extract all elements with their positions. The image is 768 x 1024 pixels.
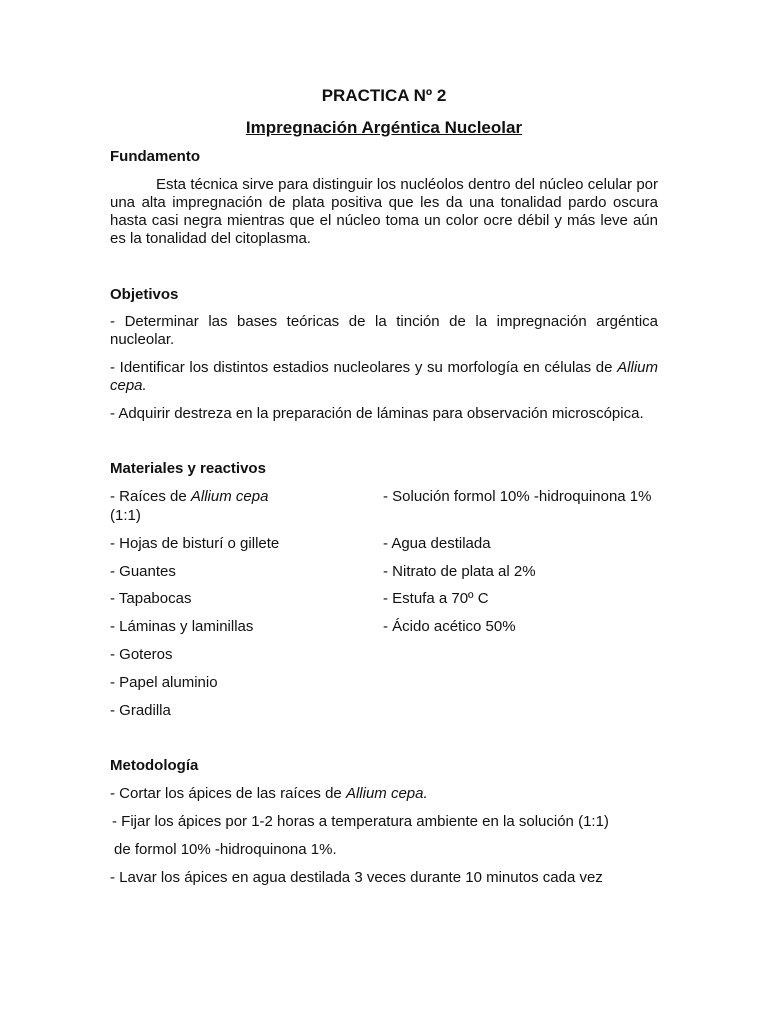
material-right-1: - Solución formol 10% -hidroquinona 1% <box>383 488 652 505</box>
material-left-2: - Hojas de bisturí o gillete <box>110 535 280 552</box>
material-left-8: - Gradilla <box>110 702 171 719</box>
metodologia-step-1 <box>110 785 428 803</box>
material-left-6: - Goteros <box>110 646 173 663</box>
material-left-4: - Tapabocas <box>110 590 192 607</box>
material-right-3: - Nitrato de plata al 2% <box>383 563 536 580</box>
metodologia-step-1-species: Allium cepa. <box>345 785 428 802</box>
objetivo-item-2 <box>110 359 658 395</box>
material-right-5: - Ácido acético 50% <box>383 618 516 635</box>
material-left-3: - Guantes <box>110 563 176 580</box>
objetivo-item-2-text: - Identificar los distintos estadios nucleolares y su morfología en células de <box>110 359 618 376</box>
objetivo-item-2-species: Allium cepa. <box>110 359 658 394</box>
document-title: PRACTICA Nº 2 <box>321 86 447 105</box>
objetivo-item-3: - Adquirir destreza en la preparación de láminas para observación microscópica. <box>110 405 644 422</box>
fundamento-heading: Fundamento <box>110 148 200 165</box>
material-left-1-cont: (1:1) <box>110 507 141 524</box>
metodologia-step-1-text: - Cortar los ápices de las raíces de <box>110 785 346 802</box>
material-left-7: - Papel aluminio <box>110 674 218 691</box>
material-right-2: - Agua destilada <box>383 535 491 552</box>
material-left-1-species: Allium cepa <box>190 488 269 505</box>
metodologia-step-3: - Lavar los ápices en agua destilada 3 veces durante 10 minutos cada vez <box>110 869 603 886</box>
metodologia-heading: Metodología <box>110 757 199 774</box>
objetivo-item-1: - Determinar las bases teóricas de la tinción de la impregnación argéntica nucleolar. <box>110 313 658 348</box>
material-left-1-text: - Raíces de <box>110 488 191 505</box>
document-subtitle: Impregnación Argéntica Nucleolar <box>245 118 523 137</box>
material-left-5: - Láminas y laminillas <box>110 618 254 635</box>
material-right-4: - Estufa a 70º C <box>383 590 489 607</box>
material-left-1 <box>110 488 268 506</box>
objetivos-heading: Objetivos <box>110 286 179 303</box>
metodologia-step-2: - Fijar los ápices por 1-2 horas a temperatura ambiente en la solución (1:1) <box>112 813 609 830</box>
materiales-heading: Materiales y reactivos <box>110 460 266 477</box>
fundamento-paragraph: Esta técnica sirve para distinguir los nucléolos dentro del núcleo celular por una alta impregnación de plata positiva que les da una tonalidad pardo oscura hasta casi negra mientras que el núcleo toma un color ocre débil y más leve aún es la tonalidad del citoplasma. <box>110 176 658 247</box>
metodologia-step-2-cont: de formol 10% -hidroquinona 1%. <box>114 841 337 858</box>
